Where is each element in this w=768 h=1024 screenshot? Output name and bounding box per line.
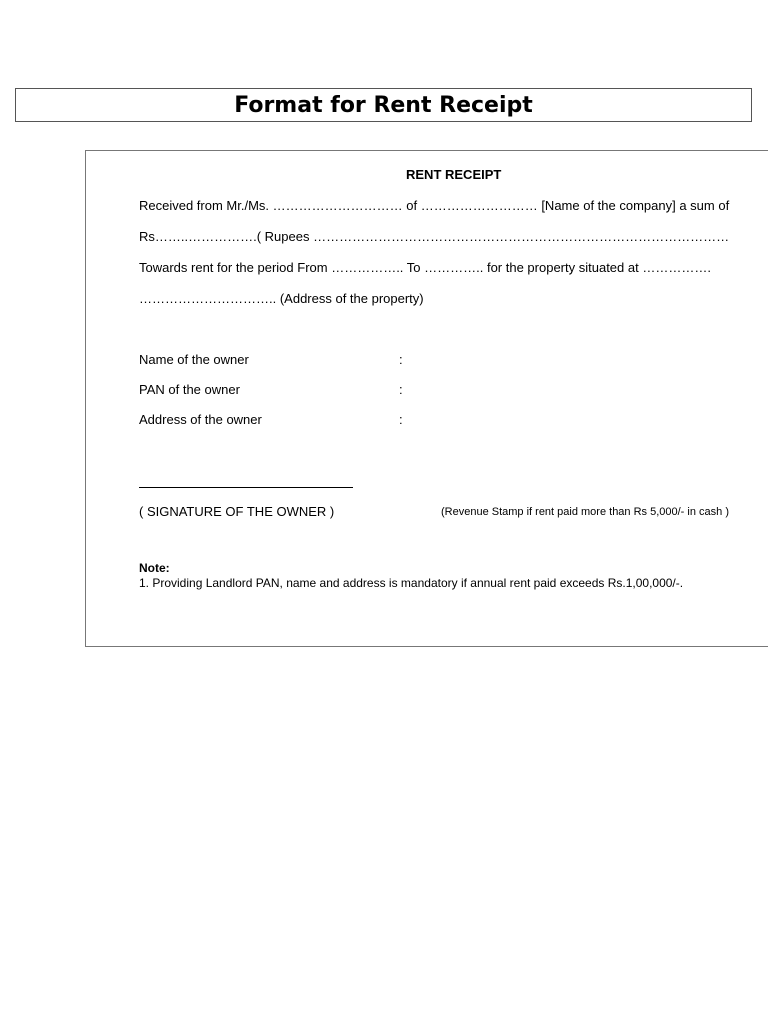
title-box [15, 88, 752, 122]
period-line: Towards rent for the period From …………….. To ………….. for the property situated at ……………. [139, 260, 711, 275]
signature-label: ( SIGNATURE OF THE OWNER ) [139, 504, 335, 519]
rent-receipt-form [85, 150, 768, 647]
receipt-title: RENT RECEIPT [406, 167, 502, 182]
page-title: Format for Rent Receipt [234, 92, 533, 118]
amount-line: Rs……..…………….( Rupees …………………………………………………………………………………… [139, 229, 730, 244]
owner-address-label: Address of the owner [139, 412, 262, 427]
owner-pan-label: PAN of the owner [139, 382, 240, 397]
revenue-stamp-note: (Revenue Stamp if rent paid more than Rs 5,000/- in cash ) [441, 506, 729, 518]
note-heading: Note: [139, 561, 170, 575]
signature-line [139, 487, 353, 488]
note-text: 1. Providing Landlord PAN, name and address is mandatory if annual rent paid exceeds Rs.1,00,000/-. [139, 576, 684, 590]
owner-pan-colon: : [399, 382, 403, 397]
owner-name-label: Name of the owner [139, 352, 249, 367]
owner-name-colon: : [399, 352, 403, 367]
received-from-line: Received from Mr./Ms. ………………………… of ……………………… [Name of the company] a sum of [139, 198, 730, 213]
owner-address-colon: : [399, 412, 403, 427]
property-address-line: ………………………….. (Address of the property) [139, 291, 424, 306]
